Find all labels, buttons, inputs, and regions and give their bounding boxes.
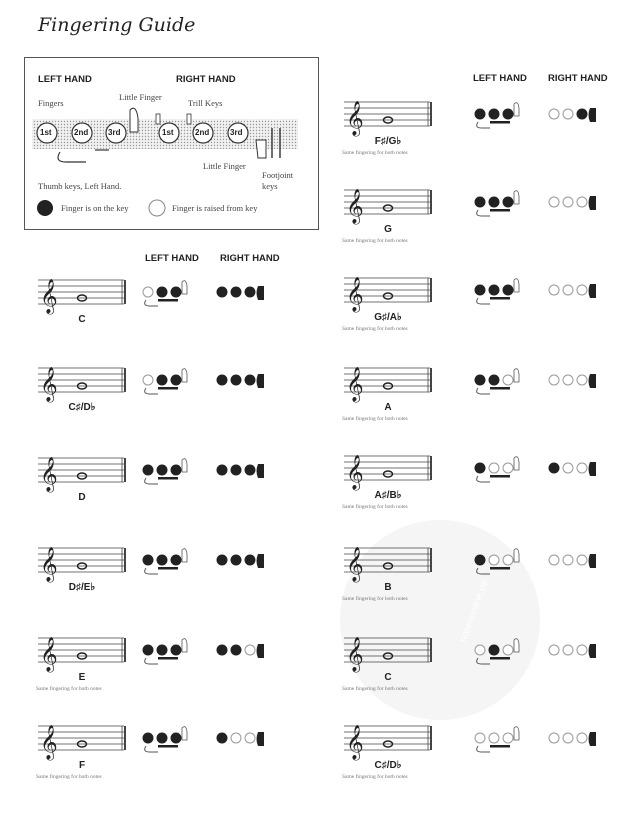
- legend-trill-keys-label: Trill Keys: [188, 98, 223, 108]
- right-row-4-graphic: [344, 448, 640, 528]
- little-finger-key-icon: [182, 549, 187, 562]
- key-open-icon: [549, 645, 559, 655]
- right-hand-keys: [549, 196, 596, 210]
- right-col-right-hand-header: RIGHT HAND: [548, 73, 608, 84]
- little-finger-key-icon: [514, 369, 519, 382]
- legend-key-2nd-right-label: 2nd: [195, 128, 210, 137]
- left-hand-keys: [475, 639, 519, 664]
- thumb-bar-icon: [490, 209, 510, 212]
- key-closed-icon: [489, 197, 499, 207]
- key-closed-icon: [157, 733, 167, 743]
- right-row-6-graphic: [344, 630, 640, 710]
- key-open-icon: [549, 109, 559, 119]
- key-closed-icon: [217, 555, 227, 565]
- legend-key-2nd-left-label: 2nd: [74, 128, 89, 137]
- thumb-bar-icon: [490, 657, 510, 660]
- footjoint-key-icon: [589, 462, 597, 476]
- key-closed-icon: [217, 645, 227, 655]
- right-hand-keys: [217, 554, 264, 568]
- page-title: Fingering Guide: [38, 14, 196, 36]
- left-row-3-graphic: [38, 540, 338, 620]
- little-finger-key-icon: [514, 549, 519, 562]
- right-row-2-note-name: G♯/A♭: [374, 312, 402, 323]
- right-row-4-note-name: A♯/B♭: [374, 490, 402, 501]
- key-open-icon: [231, 733, 241, 743]
- key-closed-icon: [489, 109, 499, 119]
- left-row-1-note-name: C♯/D♭: [68, 402, 96, 413]
- key-closed-icon: [171, 733, 181, 743]
- left-hand-keys: [143, 549, 187, 574]
- key-closed-icon: [231, 645, 241, 655]
- thumb-key-icon: [145, 478, 158, 484]
- legend-left-hand-label: LEFT HAND: [38, 74, 92, 85]
- thumb-bar-icon: [158, 387, 178, 390]
- key-closed-icon: [231, 465, 241, 475]
- left-hand-keys: [475, 369, 519, 394]
- left-hand-keys: [143, 639, 187, 664]
- footjoint-key-icon: [257, 464, 265, 478]
- treble-clef-icon: 𝄞: [346, 367, 364, 402]
- key-closed-icon: [475, 285, 485, 295]
- right-row-3-note-name: A: [384, 402, 392, 413]
- left-hand-keys: [475, 191, 519, 216]
- key-open-icon: [563, 733, 573, 743]
- legend-little-finger-top-label: Little Finger: [119, 92, 162, 102]
- key-open-icon: [577, 375, 587, 385]
- treble-clef-icon: 𝄞: [40, 367, 58, 402]
- key-closed-icon: [245, 287, 255, 297]
- little-finger-key-icon: [514, 103, 519, 116]
- left-hand-keys: [143, 369, 187, 394]
- legend-thumb-keys-label: Thumb keys, Left Hand.: [38, 181, 122, 191]
- left-row-4-graphic: [38, 630, 338, 710]
- treble-clef-icon: 𝄞: [40, 457, 58, 492]
- thumb-key-icon: [477, 122, 490, 128]
- key-closed-icon: [549, 463, 559, 473]
- right-row-3-note-text: Same fingering for both notes: [342, 416, 408, 422]
- thumb-bar-icon: [490, 297, 510, 300]
- key-closed-icon: [475, 375, 485, 385]
- right-hand-keys: [549, 374, 596, 388]
- treble-clef-icon: 𝄞: [346, 637, 364, 672]
- treble-clef-icon: 𝄞: [346, 101, 364, 136]
- footjoint-key-icon: [589, 554, 597, 568]
- key-open-icon: [475, 733, 485, 743]
- right-row-7-graphic: [344, 718, 640, 798]
- right-hand-keys: [549, 108, 596, 122]
- treble-clef-icon: 𝄞: [40, 725, 58, 760]
- key-open-icon: [577, 555, 587, 565]
- key-open-icon: [563, 109, 573, 119]
- left-row-5-note-name: F: [78, 760, 86, 771]
- right-row-1-note-text: Same fingering for both notes: [342, 238, 408, 244]
- legend-key-1st-left-label: 1st: [40, 128, 52, 137]
- key-open-icon: [563, 463, 573, 473]
- key-closed-icon: [157, 375, 167, 385]
- key-closed-icon: [503, 109, 513, 119]
- thumb-key-icon: [477, 476, 490, 482]
- key-open-icon: [577, 645, 587, 655]
- left-row-5-note-text: Same fingering for both notes: [36, 774, 102, 780]
- key-closed-icon: [143, 465, 153, 475]
- key-closed-icon: [217, 733, 227, 743]
- key-closed-icon: [475, 463, 485, 473]
- right-row-0-note-name: F♯/G♭: [374, 136, 402, 147]
- key-open-icon: [549, 555, 559, 565]
- treble-clef-icon: 𝄞: [346, 455, 364, 490]
- key-closed-icon: [503, 197, 513, 207]
- key-open-icon: [503, 733, 513, 743]
- key-open-icon: [489, 555, 499, 565]
- left-row-2-graphic: [38, 450, 338, 530]
- key-closed-icon: [217, 375, 227, 385]
- thumb-bar-icon: [490, 745, 510, 748]
- treble-clef-icon: 𝄞: [346, 189, 364, 224]
- right-hand-keys: [217, 374, 264, 388]
- footjoint-key-icon: [589, 108, 597, 122]
- little-finger-key-icon: [514, 727, 519, 740]
- left-row-4-note-name: E: [78, 672, 86, 683]
- thumb-key-icon: [477, 388, 490, 394]
- key-open-icon: [503, 555, 513, 565]
- little-finger-key-icon: [514, 279, 519, 292]
- thumb-key-icon: [477, 658, 490, 664]
- key-closed-icon: [143, 733, 153, 743]
- key-open-icon: [563, 645, 573, 655]
- key-open-icon: [563, 375, 573, 385]
- key-open-icon: [489, 463, 499, 473]
- thumb-key-icon: [145, 658, 158, 664]
- key-closed-icon: [171, 375, 181, 385]
- key-closed-icon: [231, 555, 241, 565]
- left-row-4-note-text: Same fingering for both notes: [36, 686, 102, 692]
- legend-key-3rd-right-label: 3rd: [230, 128, 243, 137]
- thumb-key-icon: [477, 568, 490, 574]
- key-closed-icon: [231, 375, 241, 385]
- thumb-key-left: [58, 152, 86, 162]
- key-closed-icon: [217, 287, 227, 297]
- footjoint-key-icon: [589, 374, 597, 388]
- key-closed-icon: [489, 645, 499, 655]
- treble-clef-icon: 𝄞: [40, 547, 58, 582]
- thumb-key-icon: [477, 746, 490, 752]
- right-hand-keys: [217, 464, 264, 478]
- left-hand-keys: [143, 281, 187, 306]
- footjoint-key-icon: [589, 284, 597, 298]
- trill-key-2: [187, 114, 191, 124]
- thumb-bar-icon: [490, 567, 510, 570]
- key-closed-icon: [245, 555, 255, 565]
- key-closed-icon: [171, 555, 181, 565]
- key-closed-icon: [475, 197, 485, 207]
- key-open-icon: [563, 285, 573, 295]
- little-finger-key-icon: [514, 191, 519, 204]
- treble-clef-icon: 𝄞: [346, 725, 364, 760]
- left-row-5-graphic: [38, 718, 338, 798]
- key-open-icon: [475, 645, 485, 655]
- right-row-1-graphic: [344, 182, 640, 262]
- right-row-0-graphic: [344, 94, 640, 174]
- right-row-2-note-text: Same fingering for both notes: [342, 326, 408, 332]
- key-open-icon: [549, 285, 559, 295]
- key-closed-icon: [171, 287, 181, 297]
- right-row-7-note-text: Same fingering for both notes: [342, 774, 408, 780]
- thumb-bar-icon: [158, 477, 178, 480]
- key-open-icon: [577, 463, 587, 473]
- footjoint-key-icon: [257, 732, 265, 746]
- right-hand-keys: [217, 286, 264, 300]
- right-hand-keys: [217, 644, 264, 658]
- right-row-3-graphic: [344, 360, 640, 440]
- key-open-icon: [489, 733, 499, 743]
- key-closed-icon: [475, 555, 485, 565]
- key-closed-icon: [245, 465, 255, 475]
- legend-footjoint-keys-label: Footjoint keys: [262, 170, 294, 191]
- left-row-1-graphic: [38, 360, 338, 440]
- key-open-icon: [503, 645, 513, 655]
- key-open-icon: [503, 463, 513, 473]
- little-finger-key-icon: [514, 457, 519, 470]
- thumb-key-icon: [145, 568, 158, 574]
- trill-key-1: [156, 114, 160, 124]
- little-finger-key-icon: [182, 639, 187, 652]
- key-closed-icon: [245, 375, 255, 385]
- key-closed-icon: [143, 645, 153, 655]
- key-closed-icon: [157, 465, 167, 475]
- little-finger-key-icon: [182, 459, 187, 472]
- legend-little-finger-bottom-label: Little Finger: [203, 161, 246, 171]
- left-hand-keys: [143, 727, 187, 752]
- right-row-4-note-text: Same fingering for both notes: [342, 504, 408, 510]
- left-hand-keys: [475, 549, 519, 574]
- right-hand-keys: [549, 644, 596, 658]
- left-row-2-note-name: D: [78, 492, 86, 503]
- right-row-7-note-name: C♯/D♭: [374, 760, 402, 771]
- key-closed-icon: [231, 287, 241, 297]
- footjoint-key-icon: [589, 196, 597, 210]
- footjoint-key-icon: [257, 374, 265, 388]
- thumb-bar-icon: [490, 121, 510, 124]
- key-open-icon: [563, 197, 573, 207]
- left-row-0-graphic: [38, 272, 338, 352]
- key-closed-icon: [171, 465, 181, 475]
- key-closed-icon: [157, 287, 167, 297]
- left-row-3-note-name: D♯/E♭: [68, 582, 96, 593]
- key-closed-icon: [489, 375, 499, 385]
- little-finger-key-icon: [182, 369, 187, 382]
- left-hand-keys: [475, 457, 519, 482]
- left-hand-keys: [475, 727, 519, 752]
- footjoint-key-icon: [589, 644, 597, 658]
- key-open-icon: [563, 555, 573, 565]
- key-open-icon: [503, 375, 513, 385]
- thumb-key-icon: [477, 298, 490, 304]
- treble-clef-icon: 𝄞: [40, 637, 58, 672]
- key-closed-icon: [157, 555, 167, 565]
- right-row-6-note-name: C: [384, 672, 392, 683]
- treble-clef-icon: 𝄞: [346, 277, 364, 312]
- thumb-bar-icon: [158, 657, 178, 660]
- thumb-bar-icon: [158, 299, 178, 302]
- key-open-icon: [143, 287, 153, 297]
- thumb-bar-icon: [158, 745, 178, 748]
- legend-filled-desc: Finger is on the key: [61, 203, 129, 213]
- left-hand-keys: [143, 459, 187, 484]
- legend-open-desc: Finger is raised from key: [172, 203, 258, 213]
- treble-clef-icon: 𝄞: [346, 547, 364, 582]
- legend-right-hand-label: RIGHT HAND: [176, 74, 236, 85]
- thumb-bar-icon: [490, 387, 510, 390]
- key-closed-icon: [503, 285, 513, 295]
- right-hand-keys: [549, 462, 596, 476]
- footjoint-key-icon: [589, 732, 597, 746]
- key-closed-icon: [157, 645, 167, 655]
- watermark-text: notenonline.de: [458, 578, 491, 644]
- legend-key-3rd-left-label: 3rd: [108, 128, 121, 137]
- legend-fingers-label: Fingers: [38, 98, 64, 108]
- key-open-icon: [549, 733, 559, 743]
- thumb-key-icon: [145, 388, 158, 394]
- little-finger-key-icon: [514, 639, 519, 652]
- right-row-5-note-text: Same fingering for both notes: [342, 596, 408, 602]
- open-key-icon: [149, 200, 165, 216]
- right-hand-keys: [549, 732, 596, 746]
- right-row-5-graphic: [344, 540, 640, 620]
- thumb-bar-icon: [490, 475, 510, 478]
- right-row-6-note-text: Same fingering for both notes: [342, 686, 408, 692]
- key-open-icon: [577, 197, 587, 207]
- right-hand-keys: [549, 284, 596, 298]
- left-hand-keys: [475, 279, 519, 304]
- footjoint-key-icon: [257, 554, 265, 568]
- left-col-right-hand-header: RIGHT HAND: [220, 253, 280, 264]
- key-open-icon: [549, 375, 559, 385]
- key-closed-icon: [171, 645, 181, 655]
- key-closed-icon: [489, 285, 499, 295]
- right-col-left-hand-header: LEFT HAND: [473, 73, 527, 84]
- little-finger-key-icon: [182, 281, 187, 294]
- key-open-icon: [245, 645, 255, 655]
- footjoint-key-icon: [257, 644, 265, 658]
- key-open-icon: [245, 733, 255, 743]
- legend-key-1st-right-label: 1st: [162, 128, 174, 137]
- key-open-icon: [549, 197, 559, 207]
- key-closed-icon: [143, 555, 153, 565]
- thumb-key-icon: [145, 300, 158, 306]
- key-open-icon: [143, 375, 153, 385]
- left-col-left-hand-header: LEFT HAND: [145, 253, 199, 264]
- left-hand-keys: [475, 103, 519, 128]
- thumb-key-icon: [477, 210, 490, 216]
- key-closed-icon: [577, 109, 587, 119]
- thumb-key-icon: [145, 746, 158, 752]
- little-finger-key-top: [130, 108, 138, 132]
- little-finger-key-icon: [182, 727, 187, 740]
- filled-key-icon: [37, 200, 53, 216]
- right-row-0-note-text: Same fingering for both notes: [342, 150, 408, 156]
- right-hand-keys: [549, 554, 596, 568]
- key-closed-icon: [475, 109, 485, 119]
- key-open-icon: [577, 733, 587, 743]
- key-closed-icon: [217, 465, 227, 475]
- footjoint-key-icon: [257, 286, 265, 300]
- little-finger-key-bottom: [256, 140, 266, 158]
- right-row-1-note-name: G: [384, 224, 392, 235]
- right-row-5-note-name: B: [384, 582, 392, 593]
- key-open-icon: [577, 285, 587, 295]
- right-row-2-graphic: [344, 270, 640, 350]
- right-hand-keys: [217, 732, 264, 746]
- treble-clef-icon: 𝄞: [40, 279, 58, 314]
- left-row-0-note-name: C: [78, 314, 86, 325]
- thumb-bar-icon: [158, 567, 178, 570]
